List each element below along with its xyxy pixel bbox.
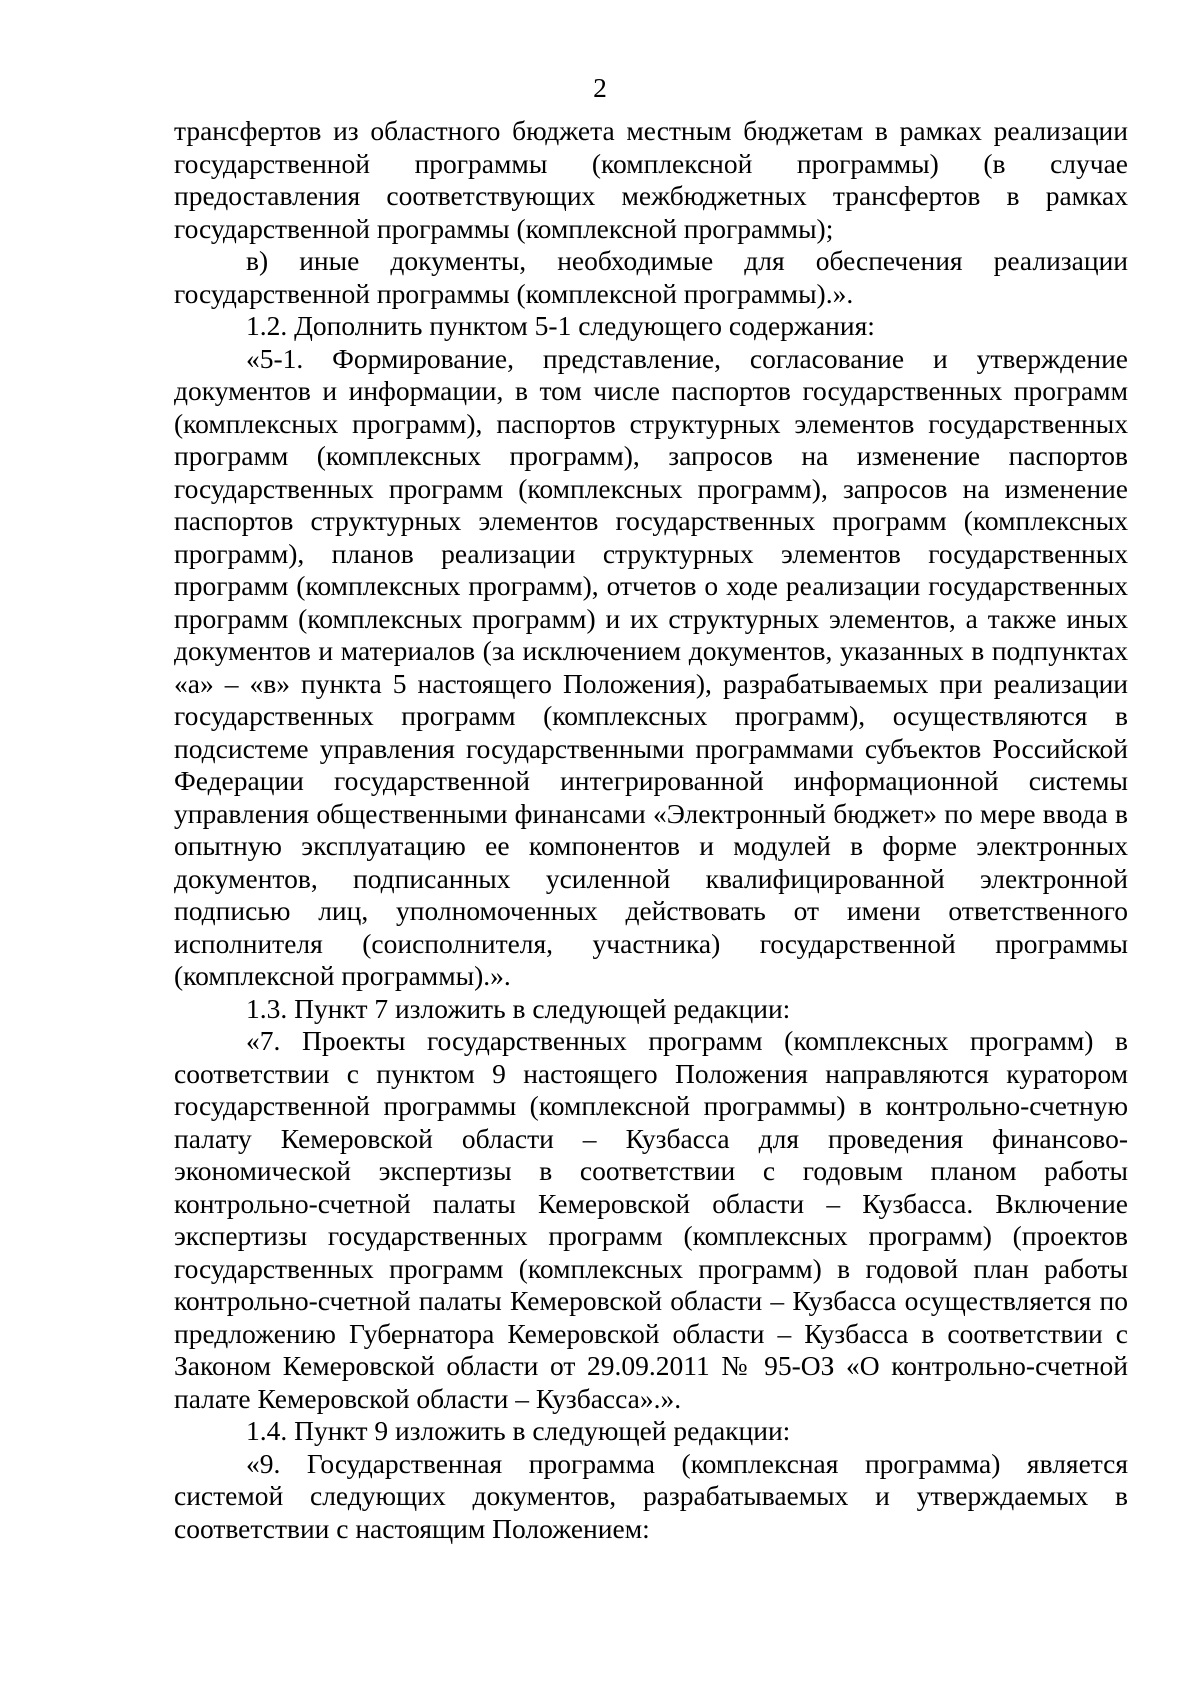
paragraph-transfers-continuation: трансфертов из областного бюджета местным бюджетам в рамках реализации государственной программы (комплексной программы) (в случае предоставления соответствующих межбюджетных трансфертов в рамках государственной программы (комплексной программы); bbox=[174, 115, 1128, 244]
paragraph-item-1-2: 1.2. Дополнить пунктом 5-1 следующего содержания: bbox=[246, 310, 875, 341]
document-body bbox=[174, 115, 1128, 1545]
paragraph-clause-7: «7. Проекты государственных программ (комплексных программ) в соответствии с пунктом 9 настоящего Положения направляются куратором государственной программы (комплексной программы) в контрольно-счетную палату Кемеровской области – Кузбасса для проведения финансово-экономической экспертизы в соответствии с годовым планом работы контрольно-счетной палаты Кемеровской области – Кузбасса. Включение экспертизы государственных программ (комплексных программ) (проектов государственных программ (комплексных программ) в годовой план работы контрольно-счетной палаты Кемеровской области – Кузбасса осуществляется по предложению Губернатора Кемеровской области – Кузбасса в соответствии с Законом Кемеровской области от 29.09.2011 № 95-ОЗ «О контрольно-счетной палате Кемеровской области – Кузбасса».». bbox=[174, 1025, 1128, 1414]
page-number: 2 bbox=[593, 72, 607, 103]
paragraph-item-1-4: 1.4. Пункт 9 изложить в следующей редакции: bbox=[246, 1415, 791, 1446]
paragraph-clause-9: «9. Государственная программа (комплексная программа) является системой следующих документов, разрабатываемых и утверждаемых в соответствии с настоящим Положением: bbox=[174, 1447, 1128, 1544]
paragraph-clause-5-1: «5-1. Формирование, представление, согласование и утверждение документов и информации, в том числе паспортов государственных программ (комплексных программ), паспортов структурных элементов государственных программ (комплексных программ), запросов на изменение паспортов государственных программ (комплексных программ), запросов на изменение паспортов структурных элементов государственных программ (комплексных программ), планов реализации структурных элементов государственных программ (комплексных программ), отчетов о ходе реализации государственных программ (комплексных программ) и их структурных элементов, а также иных документов и материалов (за исключением документов, указанных в подпунктах «а» – «в» пункта 5 настоящего Положения), разрабатываемых при реализации государственных программ (комплексных программ), осуществляются в подсистеме управления государственными программами субъектов Российской Федерации государственной интегрированной информационной системы управления общественными финансами «Электронный бюджет» по мере ввода в опытную эксплуатацию ее компонентов и модулей в форме электронных документов, подписанных усиленной квалифицированной электронной подписью лиц, уполномоченных действовать от имени ответственного исполнителя (соисполнителя, участника) государственной программы (комплексной программы).». bbox=[174, 342, 1128, 991]
paragraph-item-1-3: 1.3. Пункт 7 изложить в следующей редакции: bbox=[246, 992, 791, 1024]
paragraph-subitem-v: в) иные документы, необходимые для обеспечения реализации государственной программы (комплексной программы).». bbox=[174, 245, 1128, 309]
